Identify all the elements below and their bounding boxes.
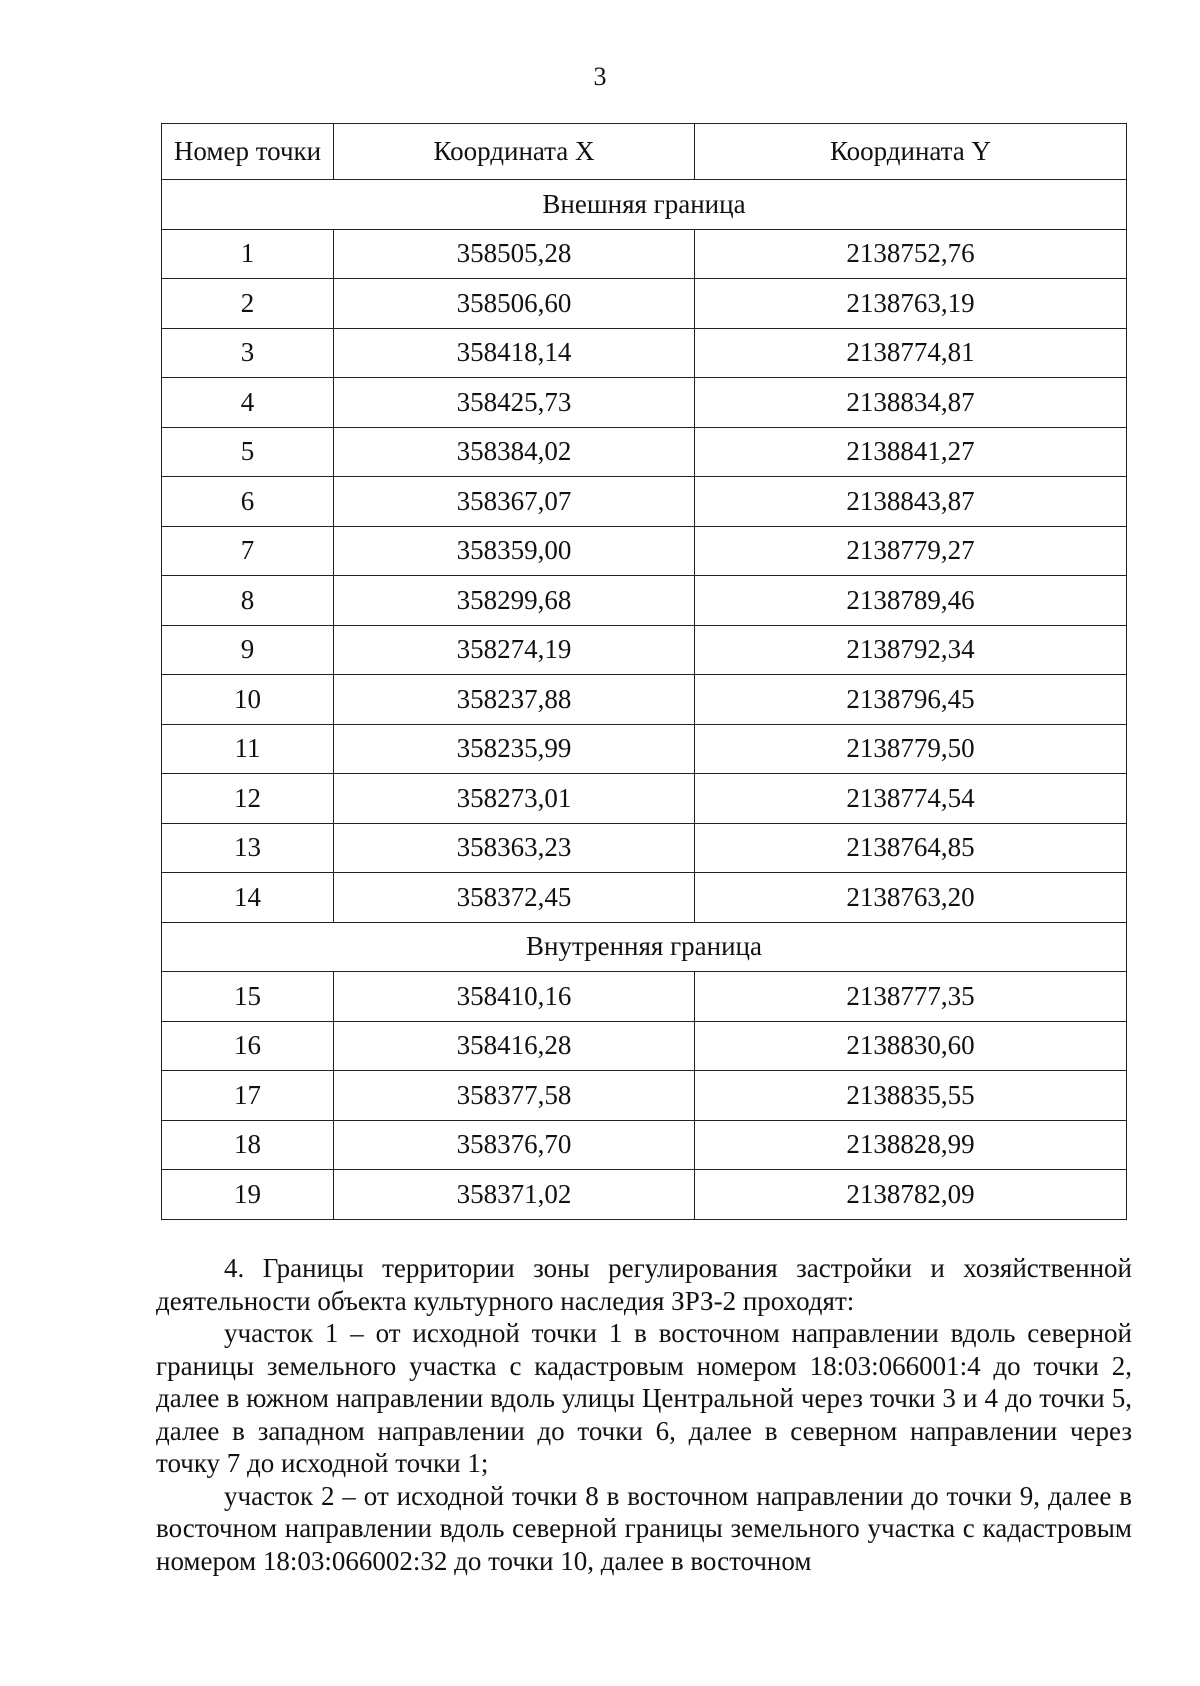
coordinate-y-cell: 2138796,45 bbox=[695, 675, 1127, 725]
header-coordinate-y: Координата Y bbox=[695, 124, 1127, 180]
coordinate-x-cell: 358376,70 bbox=[334, 1120, 695, 1170]
coordinate-y-cell: 2138752,76 bbox=[695, 229, 1127, 279]
point-number-cell: 8 bbox=[162, 576, 334, 626]
point-number-cell: 10 bbox=[162, 675, 334, 725]
coordinate-y-cell: 2138834,87 bbox=[695, 378, 1127, 428]
section-title: Внутренняя граница bbox=[162, 922, 1127, 972]
coordinate-y-cell: 2138843,87 bbox=[695, 477, 1127, 527]
coordinate-y-cell: 2138774,81 bbox=[695, 328, 1127, 378]
coordinate-x-cell: 358235,99 bbox=[334, 724, 695, 774]
paragraph: 4. Границы территории зоны регулирования застройки и хозяйственной деятельности объекта культурного наследия ЗРЗ-2 проходят: bbox=[156, 1253, 1132, 1316]
table-row bbox=[162, 1170, 1127, 1220]
point-number-cell: 3 bbox=[162, 328, 334, 378]
table-row bbox=[162, 1021, 1127, 1071]
table-row bbox=[162, 724, 1127, 774]
coordinate-x-cell: 358377,58 bbox=[334, 1071, 695, 1121]
paragraph: участок 1 – от исходной точки 1 в восточном направлении вдоль северной границы земельного участка с кадастровым номером 18:03:066001:4 до точки 2, далее в южном направлении вдоль улицы Центральной через точки 3 и 4 до точки 5, далее в западном направлении до точки 6, далее в северном направлении через точку 7 до исходной точки 1; bbox=[156, 1318, 1132, 1478]
point-number-cell: 18 bbox=[162, 1120, 334, 1170]
table-row bbox=[162, 1071, 1127, 1121]
table-header-row bbox=[162, 124, 1127, 180]
table-body bbox=[162, 180, 1127, 1220]
coordinate-x-cell: 358506,60 bbox=[334, 279, 695, 329]
coordinate-x-cell: 358418,14 bbox=[334, 328, 695, 378]
coordinate-y-cell: 2138774,54 bbox=[695, 774, 1127, 824]
table-row bbox=[162, 774, 1127, 824]
paragraph: участок 2 – от исходной точки 8 в восточном направлении до точки 9, далее в восточном направлении вдоль северной границы земельного участка с кадастровым номером 18:03:066002:32 до точки 10, далее в восточном bbox=[156, 1480, 1132, 1576]
coordinate-x-cell: 358410,16 bbox=[334, 972, 695, 1022]
header-point-number: Номер точки bbox=[162, 124, 334, 180]
point-number-cell: 1 bbox=[162, 229, 334, 279]
page-number: 3 bbox=[593, 62, 607, 91]
coordinate-y-cell: 2138792,34 bbox=[695, 625, 1127, 675]
point-number-cell: 9 bbox=[162, 625, 334, 675]
coordinate-y-cell: 2138763,19 bbox=[695, 279, 1127, 329]
body-text bbox=[156, 1252, 1132, 1577]
coordinate-x-cell: 358274,19 bbox=[334, 625, 695, 675]
header-coordinate-x: Координата X bbox=[334, 124, 695, 180]
point-number-cell: 2 bbox=[162, 279, 334, 329]
coordinate-y-cell: 2138777,35 bbox=[695, 972, 1127, 1022]
coordinate-x-cell: 358416,28 bbox=[334, 1021, 695, 1071]
table-row bbox=[162, 427, 1127, 477]
table-row bbox=[162, 279, 1127, 329]
table-row bbox=[162, 229, 1127, 279]
coordinate-x-cell: 358367,07 bbox=[334, 477, 695, 527]
table-row bbox=[162, 675, 1127, 725]
coordinate-x-cell: 358237,88 bbox=[334, 675, 695, 725]
coordinate-y-cell: 2138830,60 bbox=[695, 1021, 1127, 1071]
coordinate-y-cell: 2138764,85 bbox=[695, 823, 1127, 873]
coordinate-y-cell: 2138779,27 bbox=[695, 526, 1127, 576]
table-row bbox=[162, 378, 1127, 428]
point-number-cell: 13 bbox=[162, 823, 334, 873]
section-row bbox=[162, 922, 1127, 972]
point-number-cell: 19 bbox=[162, 1170, 334, 1220]
section-row bbox=[162, 180, 1127, 230]
table-row bbox=[162, 328, 1127, 378]
coordinate-y-cell: 2138782,09 bbox=[695, 1170, 1127, 1220]
coordinate-x-cell: 358384,02 bbox=[334, 427, 695, 477]
point-number-cell: 15 bbox=[162, 972, 334, 1022]
point-number-cell: 16 bbox=[162, 1021, 334, 1071]
coordinate-y-cell: 2138841,27 bbox=[695, 427, 1127, 477]
table-row bbox=[162, 477, 1127, 527]
section-title: Внешняя граница bbox=[162, 180, 1127, 230]
table-row bbox=[162, 625, 1127, 675]
point-number-cell: 14 bbox=[162, 873, 334, 923]
point-number-cell: 5 bbox=[162, 427, 334, 477]
coordinate-x-cell: 358505,28 bbox=[334, 229, 695, 279]
coordinate-y-cell: 2138779,50 bbox=[695, 724, 1127, 774]
coordinate-y-cell: 2138835,55 bbox=[695, 1071, 1127, 1121]
table-row bbox=[162, 972, 1127, 1022]
table-row bbox=[162, 873, 1127, 923]
table-row bbox=[162, 526, 1127, 576]
coordinates-table bbox=[161, 123, 1127, 1220]
coordinate-x-cell: 358299,68 bbox=[334, 576, 695, 626]
point-number-cell: 6 bbox=[162, 477, 334, 527]
point-number-cell: 7 bbox=[162, 526, 334, 576]
coordinate-x-cell: 358359,00 bbox=[334, 526, 695, 576]
table-row bbox=[162, 823, 1127, 873]
coordinate-y-cell: 2138789,46 bbox=[695, 576, 1127, 626]
coordinate-x-cell: 358363,23 bbox=[334, 823, 695, 873]
coordinate-x-cell: 358372,45 bbox=[334, 873, 695, 923]
coordinate-x-cell: 358371,02 bbox=[334, 1170, 695, 1220]
point-number-cell: 11 bbox=[162, 724, 334, 774]
coordinate-x-cell: 358273,01 bbox=[334, 774, 695, 824]
coordinate-y-cell: 2138763,20 bbox=[695, 873, 1127, 923]
coordinate-y-cell: 2138828,99 bbox=[695, 1120, 1127, 1170]
point-number-cell: 4 bbox=[162, 378, 334, 428]
table-row bbox=[162, 576, 1127, 626]
point-number-cell: 17 bbox=[162, 1071, 334, 1121]
coordinate-x-cell: 358425,73 bbox=[334, 378, 695, 428]
point-number-cell: 12 bbox=[162, 774, 334, 824]
table-row bbox=[162, 1120, 1127, 1170]
